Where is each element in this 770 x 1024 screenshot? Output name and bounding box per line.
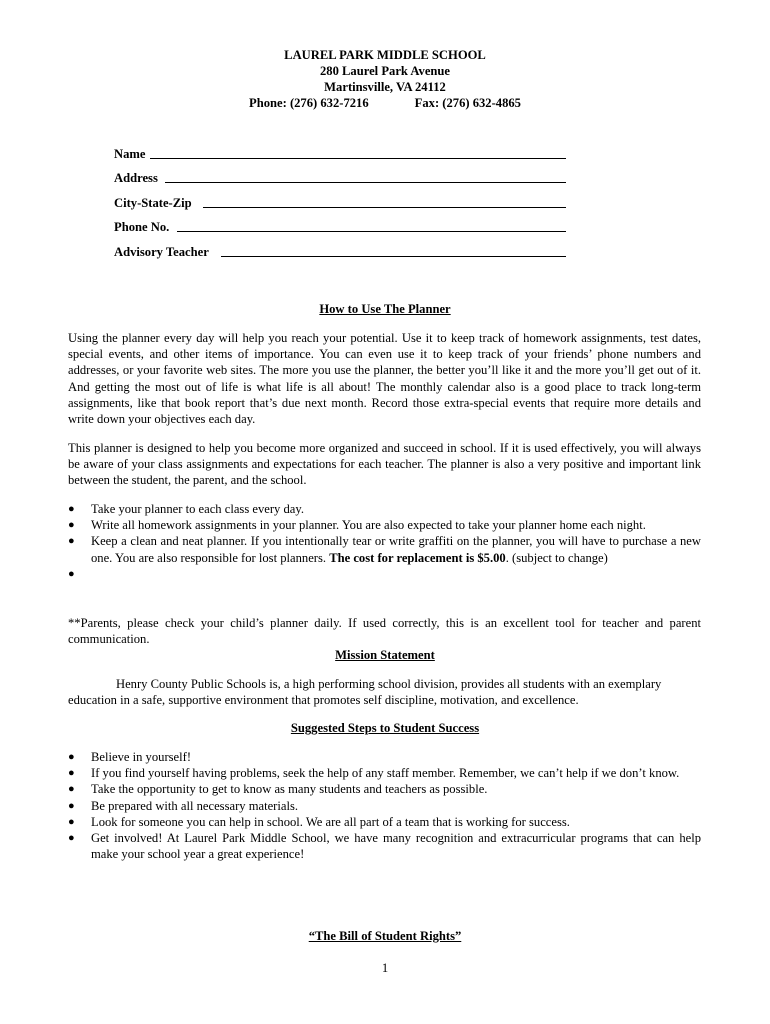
city-state-zip-line[interactable] [203,207,566,208]
bullet-icon: ● [68,767,75,780]
school-city: Martinsville, VA 24112 [324,80,446,94]
city-state-zip-label: City-State-Zip [114,196,192,210]
name-line[interactable] [150,158,566,159]
mission-heading: Mission Statement [335,648,435,662]
bullet-icon: ● [68,751,75,763]
school-fax: Fax: (276) 632-4865 [414,96,521,110]
school-street: 280 Laurel Park Avenue [319,64,451,78]
mission-text: Henry County Public Schools is, a high performing school division, provides all students with an exemplary education in a safe, supportive environment that promotes self discipline, motivation, and excellence. [68,677,662,708]
advisory-teacher-line[interactable] [221,256,566,257]
bullet-icon: ● [68,783,75,796]
advisory-teacher-field [114,244,209,260]
planner-heading: How to Use The Planner [319,302,451,316]
list-item: ● Be prepared with all necessary materials. [68,798,299,813]
planner-paragraph-1: Using the planner every day will help you reach your potential. Use it to keep track of homework assignments, test dates, special events, and other items of importance. You can even use it to keep track of your friends’ phone numbers and addresses, or your favorite web sites. The more you use the planner, the better you’ll like it and the more you’ll get out of it. And getting the most out of life is what life is all about! The monthly calendar also is a good place to track long-term assignments, like that book report that’s due next month. Record those extra-special events that require more details and write down your objectives each day. [68,331,701,427]
school-phone: Phone: (276) 632-7216 [249,96,369,110]
bullet-icon: ● [68,519,75,532]
city-state-zip-field [114,195,192,211]
list-item: ● Keep a clean and neat planner. If you intentionally tear or write graffiti on the planner, you will have to purchase a new one. You are also responsible for lost planners. The cost for replacement is $5.00. (subject to change) [68,534,701,565]
name-field [114,146,145,162]
replacement-cost: The cost for replacement is $5.00 [329,550,506,565]
steps-heading: Suggested Steps to Student Success [290,721,480,735]
bullet-icon: ● [68,535,75,548]
planner-rules-list [68,501,701,582]
page-number: 1 [381,961,389,975]
list-item: ● Look for someone you can help in school. We are all part of a team that is working for success. [68,814,570,829]
address-label: Address [114,171,158,185]
list-item: ● Write all homework assignments in your planner. You are also expected to take your planner home each night. [68,518,646,533]
phone-field [114,219,169,235]
phone-label: Phone No. [114,220,170,234]
bullet-icon: ● [68,567,75,580]
success-steps-list [68,749,701,862]
advisory-teacher-label: Advisory Teacher [114,245,209,259]
bullet-icon: ● [68,815,75,828]
school-header [0,47,770,111]
list-item: ● Get involved! At Laurel Park Middle School, we have many recognition and extracurricular programs that can help make your school year a great experience! [68,831,701,862]
phone-line[interactable] [177,231,566,232]
bullet-icon: ● [68,503,75,515]
parents-note: **Parents, please check your child’s planner daily. If used correctly, this is an excellent tool for teacher and parent communication. [68,616,701,647]
rights-heading: “The Bill of Student Rights” [308,929,462,943]
list-item: ● If you find yourself having problems, seek the help of any staff member. Remember, we can’t help if we don’t know. [68,766,680,781]
bullet-icon: ● [68,799,75,812]
list-item: ● Take the opportunity to get to know as many students and teachers as possible. [68,782,488,797]
list-item: ● Believe in yourself! [68,750,192,764]
school-contact [0,95,770,111]
address-field [114,170,158,186]
list-item [68,566,701,582]
list-item: ● Take your planner to each class every day. [68,502,304,516]
planner-paragraph-2: This planner is designed to help you become more organized and succeed in school. If it is used effectively, you will always be aware of your class assignments and expectations for each teacher. The planner is also a very positive and important link between the student, the parent, and the school. [68,441,701,488]
name-label: Name [114,147,146,161]
school-name: LAUREL PARK MIDDLE SCHOOL [284,48,486,62]
bullet-icon: ● [68,832,75,845]
address-line[interactable] [165,182,566,183]
